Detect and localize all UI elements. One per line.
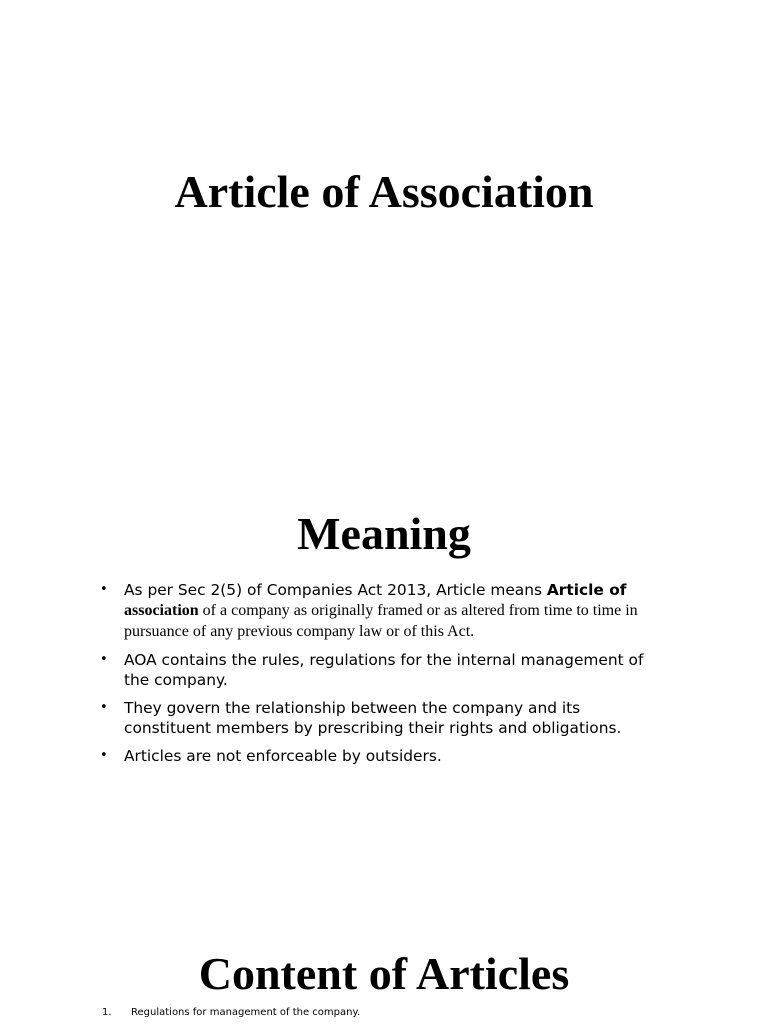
bullet-item xyxy=(100,580,670,642)
bullet-text-run: of a company as originally framed or as altered from time to time in pursuance of any previous company law or of this Act. xyxy=(124,602,638,640)
bullet-dot: • xyxy=(100,748,108,763)
bullet-dot: • xyxy=(100,582,108,597)
document-title: Article of Association xyxy=(174,166,594,217)
item-text: Regulations for management of the company. xyxy=(131,1007,361,1018)
bullet-dot: • xyxy=(100,652,108,667)
content-numbered-list xyxy=(102,1006,360,1020)
slide-content-of-articles xyxy=(0,940,768,1024)
bullet-item xyxy=(100,746,670,766)
content-heading: Content of Articles xyxy=(198,948,570,999)
bullet-text-run: As per Sec 2(5) of Companies Act 2013, Article means xyxy=(124,581,547,599)
bullet-text-run-bold: association xyxy=(124,602,199,619)
bullet-dot: • xyxy=(100,700,108,715)
slide-meaning xyxy=(0,480,768,940)
meaning-heading: Meaning xyxy=(297,508,471,559)
slide-title-page xyxy=(0,0,768,480)
bullet-item xyxy=(100,698,670,738)
meaning-bullet-list xyxy=(100,580,670,774)
bullet-text: They govern the relationship between the company and its constituent members by prescribing their rights and obligations. xyxy=(124,699,622,737)
bullet-text: Articles are not enforceable by outsiders. xyxy=(124,747,442,765)
bullet-item xyxy=(100,650,670,690)
bullet-text: AOA contains the rules, regulations for the internal management of the company. xyxy=(124,651,644,689)
numbered-item xyxy=(102,1006,360,1020)
item-number: 1. xyxy=(102,1007,112,1018)
bullet-text-run-bold: Article of xyxy=(546,581,627,599)
